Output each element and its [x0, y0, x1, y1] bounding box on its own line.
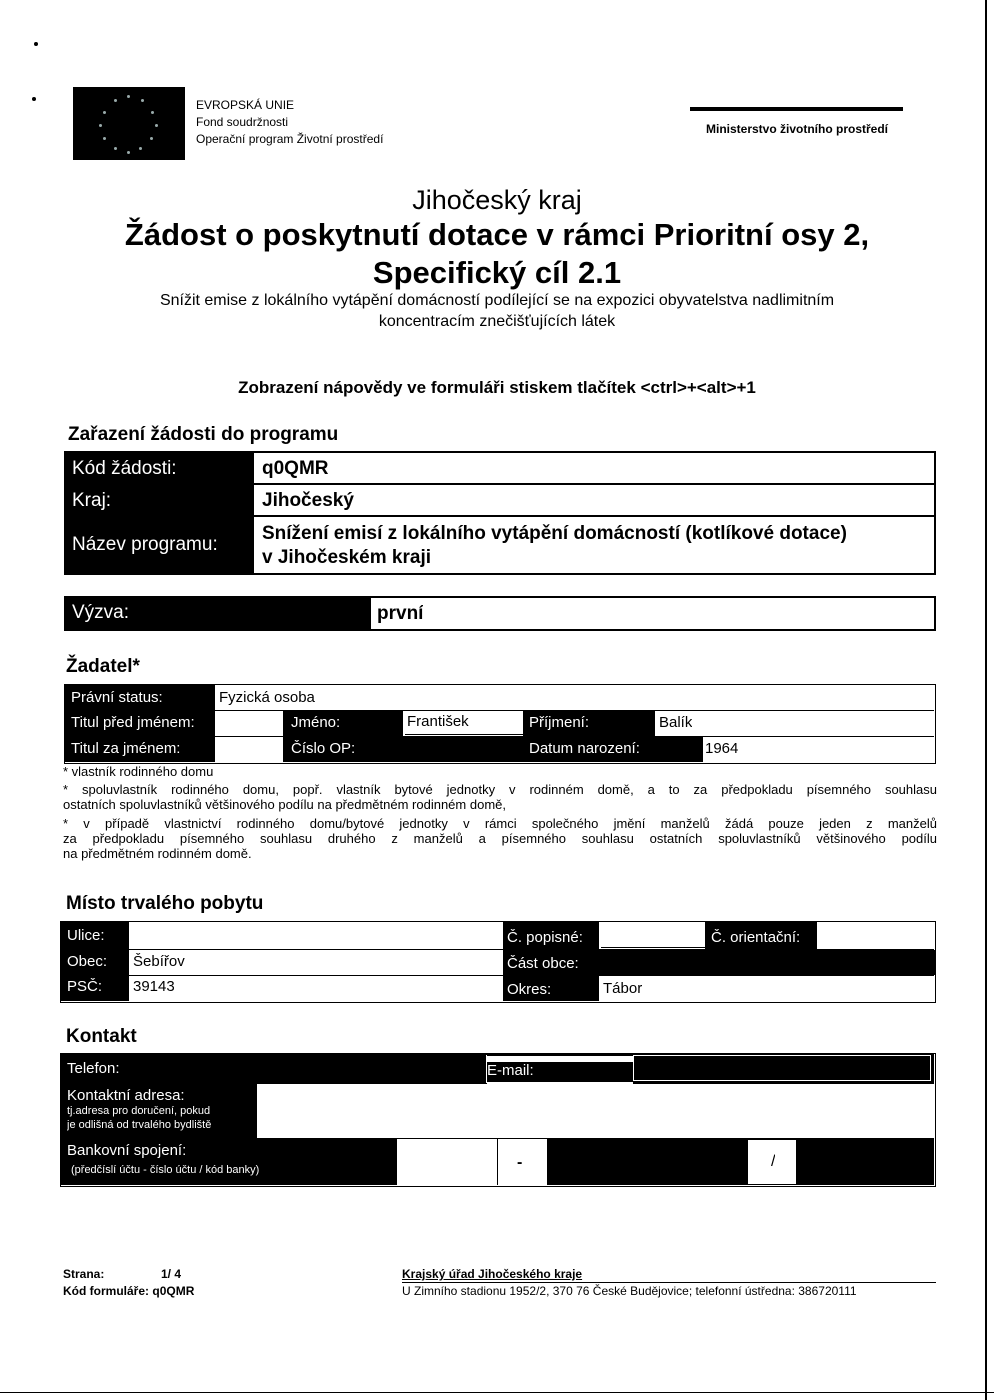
district-field[interactable]: Tábor [603, 980, 643, 997]
zip-field[interactable]: 39143 [133, 978, 175, 995]
eu-line1: EVROPSKÁ UNIE [196, 98, 295, 112]
note-spouse-line3: na předmětném rodinném domě. [63, 846, 252, 861]
footer-left [63, 1266, 194, 1300]
bank-slash: / [771, 1153, 776, 1170]
title-before-label: Titul před jménem: [71, 714, 195, 731]
region-label: Kraj: [72, 490, 112, 511]
note-spouse-line2: za předpokladu písemného souhlasu druhého z manželů a písemného souhlasu ostatních spoluvlastníků většinového podílu [63, 831, 937, 846]
form-code-value: q0QMR [152, 1284, 195, 1298]
eu-text [196, 97, 383, 148]
street-field[interactable] [131, 924, 503, 948]
phone-label: Telefon: [67, 1060, 120, 1077]
bank-prefix-field[interactable] [397, 1139, 497, 1185]
page-row [63, 1266, 194, 1283]
code-value-field[interactable]: q0QMR [262, 458, 329, 479]
orientation-number-field[interactable] [819, 924, 933, 948]
contact-table [60, 1053, 936, 1187]
eu-line2: Fond soudržnosti [196, 115, 289, 129]
note-owner: * vlastník rodinného domu [63, 764, 214, 779]
bank-hint: (předčíslí účtu - číslo účtu / kód banky) [71, 1164, 260, 1176]
bank-dash: - [517, 1154, 523, 1171]
birth-date-field[interactable]: 1964 [705, 740, 739, 757]
region-value-field[interactable]: Jihočeský [262, 490, 354, 511]
scan-dot [34, 42, 38, 46]
applicant-table [64, 684, 936, 764]
office-address: U Zimního stadionu 1952/2, 370 76 České Budějovice; telefonní ústředna: 386720111 [402, 1284, 857, 1298]
id-card-label: Číslo OP: [291, 740, 356, 757]
address-hint-line1: tj.adresa pro doručení, pokud [67, 1105, 211, 1117]
scan-edge-bottom [0, 1392, 994, 1393]
contact-address-field[interactable] [257, 1084, 934, 1139]
call-row [64, 596, 936, 631]
address-label: Kontaktní adresa: [67, 1087, 185, 1104]
row-divider [254, 483, 934, 485]
form-code-row [63, 1283, 194, 1300]
applicant-heading: Žadatel* [66, 656, 140, 677]
surname-label: Příjmení: [529, 714, 590, 731]
title-before-field[interactable] [217, 713, 283, 734]
page-number: 1/ 4 [161, 1267, 182, 1281]
first-name-field[interactable]: František [405, 713, 525, 735]
municipality-part-label: Část obce: [507, 955, 579, 972]
ministry-rule [690, 107, 903, 111]
page-label: Strana: [63, 1267, 105, 1281]
birth-date-label: Datum narození: [529, 740, 640, 757]
surname-field[interactable]: Balík [659, 714, 693, 731]
help-hint: Zobrazení nápovědy ve formuláři stiskem tlačítek <ctrl>+<alt>+1 [238, 378, 756, 397]
phone-field[interactable] [257, 1055, 487, 1083]
bank-account-field[interactable] [547, 1139, 747, 1185]
zip-label: PSČ: [67, 978, 103, 995]
code-label: Kód žádosti: [72, 458, 177, 479]
form-code-label: Kód formuláře: [63, 1284, 150, 1298]
note-coowner-line2: ostatních spoluvlastníků většinového podílu na předmětném rodinném domě, [63, 797, 506, 812]
bank-code-field[interactable] [797, 1139, 934, 1185]
call-value-field[interactable]: první [377, 603, 424, 624]
title-after-field[interactable] [217, 739, 283, 760]
residence-table [60, 921, 936, 1003]
email-field[interactable] [633, 1055, 931, 1081]
form-title-line1: Žádost o poskytnutí dotace v rámci Prioritní osy 2, [124, 217, 870, 252]
email-label: E-mail: [487, 1062, 633, 1082]
form-title-line2: Specifický cíl 2.1 [372, 255, 622, 290]
footer-rule [402, 1282, 936, 1283]
street-label: Ulice: [67, 927, 105, 944]
eu-flag-logo [73, 87, 185, 160]
program-heading: Zařazení žádosti do programu [68, 424, 339, 445]
program-name-line1[interactable]: Snížení emisí z lokálního vytápění domácností (kotlíkové dotace) [262, 523, 847, 544]
house-number-field[interactable] [601, 924, 705, 948]
form-subtitle-line2: koncentracím znečišťujících látek [378, 313, 616, 330]
contact-heading: Kontakt [66, 1026, 137, 1047]
note-coowner-line1: * spoluvlastník rodinného domu, popř. vlastník bytové jednotky v rodinném domě, a to za předpokladu písemného souhlasu [63, 782, 937, 797]
scan-dot [32, 97, 36, 101]
municipality-label: Obec: [67, 953, 108, 970]
program-name-line2[interactable]: v Jihočeském kraji [262, 547, 431, 568]
applicant-notes [63, 764, 937, 861]
legal-status-label: Právní status: [71, 689, 163, 706]
house-number-label: Č. popisné: [507, 929, 583, 946]
legal-status-field[interactable]: Fyzická osoba [219, 689, 315, 706]
eu-line3: Operační program Životní prostředí [196, 132, 384, 146]
office-name: Krajský úřad Jihočeského kraje [402, 1267, 583, 1281]
program-name-label: Název programu: [72, 534, 218, 555]
bank-label: Bankovní spojení: [67, 1142, 187, 1159]
region-title: Jihočeský kraj [412, 185, 582, 215]
row-divider [254, 515, 934, 517]
first-name-label: Jméno: [291, 714, 341, 731]
address-hint-line2: je odlišná od trvalého bydliště [67, 1119, 212, 1131]
residence-heading: Místo trvalého pobytu [66, 893, 264, 914]
ministry-name: Ministerstvo životního prostředí [706, 122, 889, 136]
call-label: Výzva: [72, 602, 130, 623]
orientation-number-label: Č. orientační: [711, 929, 801, 946]
form-subtitle-line1: Snížit emise z lokálního vytápění domácností podílející se na expozici obyvatelstva nadlimitním [159, 292, 835, 309]
municipality-field[interactable]: Šebířov [133, 953, 185, 970]
program-table [64, 451, 936, 575]
district-label: Okres: [507, 981, 552, 998]
note-spouse-line1: * v případě vlastnictví rodinného domu/bytové jednotky v rámci společného jmění manželů žádá pouze jeden z manželů [63, 816, 937, 831]
title-after-label: Titul za jménem: [71, 740, 181, 757]
